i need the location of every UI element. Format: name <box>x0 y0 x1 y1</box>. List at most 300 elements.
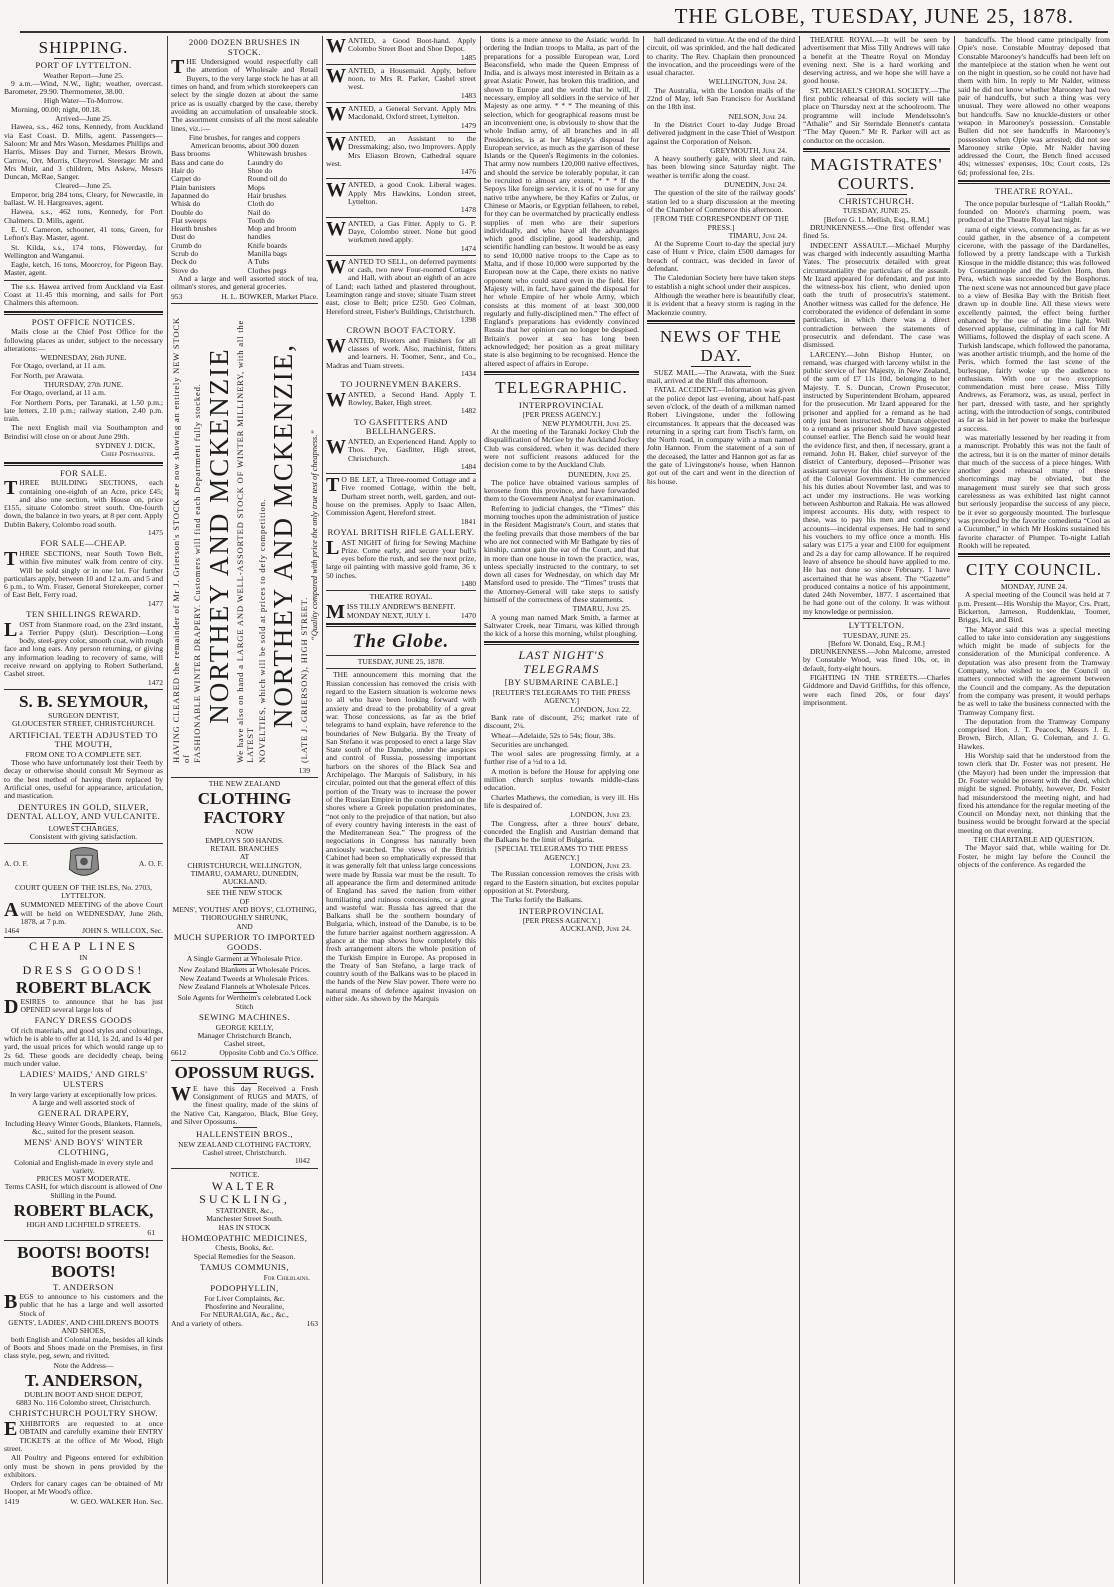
centered-line: New Zealand Tweeds at Wholesale Prices. <box>179 973 310 983</box>
centered-line: In very large variety at exceptionally low prices. <box>9 1089 158 1099</box>
signature-name: Opposite Cobb and Co.'s Office. <box>219 1048 318 1058</box>
subheading: T. ANDERSON <box>53 1281 114 1292</box>
centered-line: Special Remedies for the Season. <box>193 1251 296 1261</box>
vertical-ad-firm-name: NORTHEY AND MCKENZIE <box>203 347 234 724</box>
dateline: 1042 <box>294 1156 310 1166</box>
section-heading: SHIPPING. <box>4 38 163 59</box>
centered-line: DUBLIN BOOT AND SHOE DEPOT, <box>24 1389 143 1399</box>
article-paragraph: At the meeting of the Taranaki Jockey Club the disqualification of McGee by the Auckland Jockey Club was considered, when it was decided there were not sufficient reasons adduced for the decision come to by the Auckland Club. <box>484 427 639 470</box>
column-theatre-and-council <box>954 36 1114 870</box>
centered-line: MONDAY, JUNE 24. <box>1000 582 1068 592</box>
article-paragraph: Mails close at the Chief Post Office for the following places as under, subject to the necessary alterations:— <box>4 327 163 353</box>
article-paragraph: Morning, 00.00; night, 00.18. <box>11 104 101 114</box>
dateline: DUNEDIN, June 24. <box>723 180 787 190</box>
subheading: THEATRE ROYAL. <box>994 186 1074 197</box>
section-heading: TELEGRAPHIC. <box>484 378 639 399</box>
vertical-ad-line: We have also on hand a LARGE AND WELL-ASSORTED STOCK OF WINTER MILLINERY, with all the LATEST <box>235 319 256 763</box>
dateline: TIMARU, June 25. <box>572 604 631 614</box>
vertical-ad-firm-name: NORTHEY AND MCKENZIE, <box>267 342 298 728</box>
society-crest-icon <box>64 846 104 882</box>
list-item: Hearth brushes <box>171 224 217 234</box>
list-item: Clothes pegs <box>247 265 287 275</box>
signature-name: H. L. BOWKER, Market Place. <box>221 291 318 301</box>
list-item: Nail do <box>247 207 271 217</box>
centered-line: Weather Report—June 25. <box>43 70 124 80</box>
advertisement-text <box>326 217 476 253</box>
horizontal-rule <box>326 64 476 65</box>
list-item: Laundry do <box>247 157 283 167</box>
list-item: Whitewash brushes <box>247 149 307 159</box>
advert-number: 953 <box>171 291 183 301</box>
signature-name: W. GEO. WALKER Hon. Sec. <box>70 1496 163 1506</box>
column-news-of-the-day <box>643 36 799 487</box>
article-paragraph: Of rich materials, and good styles and colourings, which he is able to offer at 11d, 1s 2d, and 1s 4d per yard, the usual prices for which would range up to 2s 6d. These goods are decidedly cheap, being much under value. <box>4 1025 163 1069</box>
display-heading: CHEAP LINES <box>29 939 138 954</box>
centered-line: NOTICE. <box>229 1169 260 1179</box>
article-paragraph: All Poultry and Pigeons entered for exhibition only must be shown in pens provided by the exhibitors. <box>4 1453 163 1479</box>
horizontal-rule <box>4 311 163 315</box>
centered-line: IN <box>79 953 88 963</box>
subheading: PORT OF LYTTELTON. <box>35 60 132 70</box>
advert-number: 1477 <box>147 598 163 608</box>
article-paragraph: A young man named Mark Smith, a farmer at Saltwater Creek, near Timaru, was killed through the kick of a horse this morning, whilst ploughing. <box>484 612 639 639</box>
article-paragraph: The question of the site of the railway goods' station led to a sharp discussion at the meeting of the Chamber of Commerce this afternoon. <box>647 188 795 214</box>
subheading: GENERAL DRAPERY, <box>38 1108 129 1119</box>
advert-number: 1476 <box>460 167 476 177</box>
article-paragraph: Orders for canary cages can be obtained of Mr Hooper, at Mr Wood's office. <box>4 1479 163 1497</box>
signature-name: 163 <box>306 1319 318 1329</box>
list-item: Mops <box>247 182 265 192</box>
list-item: Tooth do <box>247 215 275 225</box>
centered-line: COURT QUEEN OF THE ISLES, No. 2703, LYTTELTON. <box>14 882 152 900</box>
centered-line: Fine brushes, for ranges and coppers <box>188 132 301 142</box>
list-item: Double do <box>171 207 203 217</box>
centered-line: Terms CASH, for which discount is allowed of One Shilling in the Pound. <box>4 1182 163 1200</box>
centered-line: AT <box>239 852 250 862</box>
subheading: 2000 DOZEN BRUSHES IN STOCK. <box>188 37 301 57</box>
article-paragraph: Hawea, s.s., 462 tons, Kennedy, from Auckland via East Coast. D. Mills, agent. Passengers—Saloon: Mr and Mrs Wason, Mesdames Phillips and Harris, Misses Day and Turner, Messrs Brown, Carrow, Orr, Morris, Cheyrowl. Steerage: Mr and Mrs Muir, and 3 children, Mrs Askew, Messrs Duncan, McRae, Sanger. <box>4 122 163 182</box>
article-paragraph: The Mayor said this was a special meeting called to take into consideration any suggestions which might be made of subjects for the consideration of the Municipal conference. A deputation was also present from the Tramway Company, who wished to see the Council on matters connected with the agreement between the Council and the company. As the deputation from the company was present, it would perhaps be as well to take the business connected with the Tramway Company first. <box>958 624 1110 717</box>
article-paragraph: both English and Colonial made, besides all kinds of Boots and Shoes made on the Premises, in first class style, peg, sewn, and rivitted. <box>4 1334 163 1361</box>
centered-line: LOWEST CHARGES, <box>48 823 119 833</box>
vertical-ad-line: FASHIONABLE WINTER DRAPERY. Customers will find each Department fully stocked. <box>192 383 203 763</box>
advertisement-body: ASUMMONED MEETING of the above Court will be held on WEDNESDAY, June 26th, 1878, at 7 p.m. <box>4 899 163 926</box>
subheading: INTERPROVINCIAL <box>518 905 605 916</box>
advertisement-text <box>326 435 476 471</box>
horizontal-rule <box>4 689 163 690</box>
centered-line: Sole Agents for Wertheim's celebrated Lock Stitch <box>177 993 312 1011</box>
centered-line: A Single Garment at Wholesale Price. <box>186 954 303 964</box>
header-rule <box>20 31 1108 33</box>
signature-line <box>4 1498 163 1506</box>
advertisement-body: EXHIBITORS are requested to at once OBTAIN and carefully examine their ENTRY TICKETS at the office of Mr Wood, High street. <box>4 1418 163 1453</box>
horizontal-rule <box>326 132 476 133</box>
centered-line: TUESDAY, JUNE 25, 1878. <box>357 657 445 667</box>
subheading: HALLENSTEIN BROS., <box>196 1129 293 1140</box>
centered-line: RETAIL BRANCHES <box>210 843 279 853</box>
dateline: For Chilblains. <box>263 1272 310 1282</box>
horizontal-rule <box>4 937 163 938</box>
dateline: WELLINGTON, June 24. <box>708 77 787 87</box>
article-paragraph: rama of eight views, commencing, as far as we could gather, in the absence of a competent cicerone, with the passage of the Dardanelles, followed by a pretty landscape with a Turkish Kiosque in the middle distance; this was followed by Constantinople and the Golden Horn, then Pera, which was succeeded by the Bosphorus. The next scene was not announced but gave place to a view of Besika Bay with the British fleet drawn up in double line. All these views were excellently painted, the effect being further enhanced by the use of the lime light. Well deserved applause, culminating in a call for Mr Williams, followed the display of each scene. A Turkish landscape, which followed the panorama, was another artistic triumph, and the home of the Peris, which formed the last scene of the burlesque, fairly woke up the audience to enthusiasm. With one or two exceptions commendation must here cease. Miss Tilly Andrews, as Feramorz, was, as usual, perfect in her part, dressed with taste, and her sprightly acting, with the introduction of songs, contributed as far as laid in her power to make the burlesque a success. <box>958 224 1110 433</box>
list-item: Crumb do <box>171 240 202 250</box>
newspaper-page-header: THE GLOBE, TUESDAY, JUNE 25, 1878. <box>674 4 1074 28</box>
centered-line: NEW ZEALAND CLOTHING FACTORY, <box>178 1139 311 1149</box>
vertical-ad-line: (LATE J. GRIERSON), HIGH STREET. <box>299 596 310 763</box>
vertical-ad-body <box>171 308 319 763</box>
advertisement-text <box>4 901 163 926</box>
centered-line: GENTS', LADIES', AND CHILDREN'S BOOTS AND SHOES, <box>8 1318 159 1336</box>
horizontal-rule <box>803 618 950 619</box>
centered-line: HIGH AND LICHFIELD STREETS. <box>26 1220 141 1229</box>
article-paragraph: The Turks fortify the Balkans. <box>491 895 583 905</box>
advert-number: 1485 <box>460 52 476 62</box>
advertisement-body: WE have this day Received a Fresh Consignment of RUGS and MATS, of the finest quality, made of the skins of the Native Cat, Kangaroo, Black, Blue Grey, and Silver Opossums. <box>171 1082 318 1126</box>
subheading: ARTIFICIAL TEETH ADJUSTED TO THE MOUTH, <box>9 729 158 750</box>
advert-number: 1474 <box>460 243 476 253</box>
subheading: FANCY DRESS GOODS <box>34 1015 133 1026</box>
article-paragraph: The s.s. Hawea arrived from Auckland via East Coast at 11.45 this morning, and sails for Port Chalmers this afternoon. <box>4 281 163 308</box>
centered-line: CHRISTCHURCH, WELLINGTON, TIMARU, OAMARU, DUNEDIN, AUCKLAND. <box>187 860 302 887</box>
subheading: SEWING MACHINES. <box>199 1011 290 1022</box>
advertisement-body: BEGS to announce to his customers and the public that he has a large and well assorted Stock of <box>4 1291 163 1318</box>
advertisement-body: THE Undersigned would respectfully call the attention of Wholesale and Retail Buyers, to the very large stock he has at all times on hand, and from which storekeepers can select by the single dozen at about the same price as is usually charged by the case, thereby avoiding an accumulation of unsaleable stock. The assortment consists of all the most saleable lines, viz.:— <box>171 56 318 133</box>
centered-line: Including Heavy Winter Goods, Blankets, Flannels, &c., suited for the present season. <box>5 1118 162 1137</box>
centered-line: [Before G. L. Mellish, Esq., R.M.] <box>823 214 930 224</box>
article-paragraph: At the Supreme Court to-day the special jury case of Hunt v Price, claim £500 damages for breach of contract, was decided in favor of defendant. <box>647 239 795 274</box>
column-wanted-and-leader <box>322 36 480 1004</box>
list-item: Scrub do <box>171 249 199 259</box>
advertisement-text <box>4 479 163 537</box>
centered-line: [PER PRESS AGENCY.] <box>522 916 601 926</box>
horizontal-rule <box>958 553 1110 557</box>
article-paragraph: For Otago, overland, at 11 a.m. <box>11 361 106 371</box>
centered-line: NOW <box>235 827 254 837</box>
advertisement-body: LOST from Stanmore road, on the 23rd instant, a Terrier Puppy (slut). Description—Long body, steel-grey color, smooth coat, with rough face and long ears. Any person returning, or giving any information leading to recovery of same, will receive reward on applying to Robert Sutherland, Cashel street. <box>4 618 163 679</box>
article-paragraph: And a large and well assorted stock of tea, oilman's stores, and general groceries. <box>171 273 318 292</box>
advertisement-text <box>171 58 318 133</box>
horizontal-rule <box>4 280 163 281</box>
display-heading: DRESS GOODS! <box>22 962 145 977</box>
centered-line: Note the Address— <box>53 1360 114 1370</box>
centered-line: Manchester Street South. <box>206 1214 283 1224</box>
article-paragraph: Charles Mathews, the comedian, is very ill. His life is despaired of. <box>484 792 639 810</box>
subheading: LADIES' MAIDS,' AND GIRLS' ULSTERS <box>19 1069 148 1089</box>
list-item: Shoe do <box>247 166 273 176</box>
signature-line <box>171 1320 318 1328</box>
article-paragraph: St. Kilda, s.s., 174 tons, Flowerday, for Wellington and Wanganui. <box>4 242 163 260</box>
article-paragraph: Those who have unfortunately lost their Teeth by decay or otherwise should consult Mr Seymour as to the best method of having them replaced by Artificial ones, useful for appearance, articulation, and mastication. <box>4 758 163 801</box>
advertisement-body: DESIRES to announce that he has just OPENED several large lots of <box>4 995 163 1018</box>
article-paragraph: The Congress, after a three hours' debate, conceded the English and Austrian demand that the Balkans be the limit of Bulgaria. <box>484 818 639 845</box>
centered-line: Phosferine and Neuraline, <box>204 1301 285 1311</box>
column-divider <box>480 36 481 1584</box>
advertisement-text <box>4 1293 163 1318</box>
list-item: Flat sweeps <box>171 215 207 225</box>
centered-line: OF <box>239 896 250 906</box>
list-item: Hair do <box>171 166 194 176</box>
dateline: NEW PLYMOUTH, June 25. <box>542 418 631 428</box>
dateline: NELSON, June 24. <box>728 111 787 121</box>
centered-line: High Water—To-Morrow. <box>43 96 124 106</box>
horizontal-rule <box>4 843 163 844</box>
dateline: 139 <box>298 765 310 775</box>
advertisement-body: WANTED, a Housemaid. Apply, before noon, to Mrs R. Parker, Cashel street west. <box>326 64 476 92</box>
column-divider <box>643 36 644 1584</box>
dateline: LONDON, June 23. <box>570 861 631 871</box>
subheading: ROYAL BRITISH RIFLE GALLERY. <box>327 526 475 537</box>
article-paragraph: DRUNKENNESS.—John Malcome, arrested by Constable Wood, was fined 10s, or, in default, forty-eight hours. <box>803 647 950 673</box>
article-paragraph: The Caledonian Society here have taken steps to establish a night school under their auspices. <box>647 273 795 291</box>
signature-line <box>4 927 163 935</box>
article-paragraph: FIGHTING IN THE STREETS.—Charles Giddmore and David Griffiths, for this offence, were each fined 20s, or four days' imprisonment. <box>803 673 950 707</box>
article-paragraph: For Otago, overland, at 11 a.m. <box>11 388 106 398</box>
advert-number: 1472 <box>147 677 163 687</box>
list-item: Dust do <box>171 232 195 242</box>
advertisement-text <box>326 476 476 526</box>
vertical-advertisement <box>171 308 318 763</box>
article-paragraph: 9 a.m.—Wind, N.W., light; weather, overcast. Barometer, 29.90. Thermometer, 38.00. <box>4 78 163 97</box>
vertical-ad-line: NOVELTIES, which will be sold at prices to defy competition. <box>256 498 267 763</box>
article-paragraph: FATAL ACCIDENT.—Information was given at the police depot last evening, about half-past seven o'clock, of the death of a milkman named Robert Livingstone, under the following circumstances. It appears that the deceased was returning in a spring cart from Tisch's farm, on the North road, in company with a man named John Hannon. From the statement of a son of the deceased, the latter and Hannon got as far as the gate of Livingstone's house, when Hannon got out of the cart and went in the direction of his house. <box>647 385 795 486</box>
centered-line: Cashel street, Christchurch. <box>202 1148 287 1158</box>
column-magistrates-courts <box>799 36 954 708</box>
subheading: TO JOURNEYMEN BAKERS. <box>340 379 462 390</box>
signature-line <box>347 612 476 620</box>
centered-line: TUESDAY, JUNE 25. <box>842 206 911 216</box>
subheading: FOR SALE. <box>59 467 108 478</box>
advertisement-text <box>326 536 476 589</box>
centered-line: Consistent with giving satisfaction. <box>29 832 138 842</box>
subheading: MUCH SUPERIOR TO IMPORTED GOODS. <box>173 931 316 952</box>
advertisement-text <box>4 995 163 1018</box>
item-list-column <box>171 150 242 274</box>
centered-line: THE NEW ZEALAND <box>208 779 281 789</box>
horizontal-rule <box>326 102 476 103</box>
article-paragraph: THE announcement this morning that the Russian concession has removed the crisis with regard to the Eastern situation is welcome news to all who have been looking forward with anxiety and dread to the probability of a great war. Those concessions, as far as the brief telegrams to hand explain, have reference to the boundaries of New Bulgaria. By the Treaty of San Stefano it was proposed to erect a large Slav State south of the Danube, under the auspices and control of Russia, possessing important harbors on the shores of the Black Sea and Archipelago. The Marquis of Salisbury, in his circular, pointed out that the general effect of this portion of the Treaty was to increase the power of the Russian Empire in the countries and on the shores where a Greek population predominates, “not only to the prejudice of that nation, but also of every country having interests in the east of the Mediterranean Sea.” The progress of the negociations in Congress has naturally been anxiously watched. The views of the British Cabinet had been so emphatically expressed that it was generally felt that unless large concessions were made by Russia war must be the result. To all appearance the firm and determined attitude of England has saved the nation from either humiliating and ruinous concessions, or a great and wasteful war. Russia has agreed that the Balkans shall be the southern boundary of Bulgaria, which, instead of the Danube, is to be the future barrier against northern aggression. A glance at the map shows how completely this fresh arrangement alters the whole position of the Turkish Empire in Europe. As proposed in the Treaty of San Stefano, a large track of country south of the Balkans was to be placed in the hands of the New Slav power. There were no natural means of defence against invasion on either side. As shown by the Marquis <box>326 670 476 1004</box>
article-paragraph: Bank rate of discount, 2½; market rate of discount, 2¼. <box>484 712 639 731</box>
subheading: TAMUS COMMUNIS, <box>200 1262 289 1273</box>
advertisement-body: LAST NIGHT of firing for Sewing Machine Prize. Come early, and secure your bull's eyes before the rush, and see the next prize, large oil painting with massive gold frame, 36 x 50 inches. <box>326 536 476 580</box>
advertisement-text <box>326 64 476 100</box>
centered-line: EMPLOYS 500 HANDS. <box>205 835 284 845</box>
subheading: CHRISTCHURCH POULTRY SHOW. <box>9 1408 158 1419</box>
advert-number: 1482 <box>460 406 476 416</box>
section-heading: NEWS OF THE DAY. <box>647 327 795 367</box>
column-divider <box>167 36 168 1584</box>
horizontal-rule <box>4 462 163 466</box>
article-paragraph: The Mayor said that, while waiting for Dr. Foster, he might lay before the Council the objects of the conference. As regarded the <box>958 843 1110 869</box>
article-paragraph: Wheat—Adelaide, 52s to 54s; flour, 38s. <box>491 730 616 740</box>
list-item: Hair brushes <box>247 190 287 200</box>
column-telegraphic <box>480 36 643 934</box>
centered-line: WEDNESDAY, 26th JUNE. <box>40 353 127 363</box>
horizontal-rule <box>958 180 1110 184</box>
list-item: Carpet do <box>171 174 201 184</box>
subheading: TO GASFITTERS AND BELLHANGERS. <box>354 416 448 437</box>
article-paragraph: INDECENT ASSAULT.—Michael Murphy was charged with indecently assaulting Martha Yates. The prosecutrix detailed with great circumstantiality the particulars of the assault. Mr Izard appeared for defendant, and put into the witness-box his client, who denied upon oath the truth of prosecutrix's statement. Another witness was called for the defence. He corroborated the evidence of defendant in some particulars, in which there was a direct contradiction between the statements of prosecutrix and defendant. The case was dismissed. <box>803 240 950 350</box>
advertisement-text <box>326 37 476 62</box>
centered-line: AND <box>236 921 253 931</box>
subheading: CHRISTCHURCH. <box>838 195 915 206</box>
dateline: LONDON, June 23. <box>570 810 631 820</box>
centered-line: American brooms, about 300 dozen <box>190 141 299 151</box>
advertisement-body: WANTED, a Gas Fitter. Apply to G. P. Daye, Colombo street. None but good workmen need apply. <box>326 217 476 245</box>
centered-line: For Liver Complaints, &c. <box>204 1293 285 1303</box>
article-paragraph: The once popular burlesque of “Lallah Rookh,” founded on Moore's charming poem, was produced at the Theatre Royal last night. <box>958 198 1110 225</box>
display-heading: WALTER SUCKLING, <box>199 1178 290 1206</box>
subheading: FOR SALE—CHEAP. <box>40 538 127 549</box>
subheading: PODOPHYLLIN, <box>210 1282 279 1293</box>
dateline: SYDNEY J. DICK, <box>95 441 155 451</box>
centered-line: [PER PRESS AGENCY.] <box>522 410 601 420</box>
centered-line: [SPECIAL TELEGRAMS TO THE PRESS AGENCY.] <box>495 844 628 862</box>
article-paragraph: was materially lessened by her reading it from a manuscript. Probably this was not the fault of the actress, but it is on the matter of minor details that much of the success of a piece hinges. With another good rehearsal many of these shortcomings may be obviated, but the management must surely see that such gross carelessness as was exhibited last night cannot but seriously jeopardise the success of any piece, be it ever so gorgeously mounted. The burlesque was preceded by the favorite comedietta “Cool as a Cucumber,” in which Mr Hoskins sustained his favorite character of Plumper. To-night Lallah Rookh will be repeated. <box>958 432 1110 550</box>
article-paragraph: Emperor, brig 284 tons, Cleary, for Newcastle, in ballast. W. H. Hargreaves, agent. <box>4 189 163 208</box>
signature-line <box>171 1049 318 1057</box>
list-item: A Tubs <box>247 257 270 267</box>
list-item: Bass and cane do <box>171 157 224 167</box>
subheading: HOMŒOPATHIC MEDICINES, <box>181 1232 308 1243</box>
advertisement-body: WANTED, an Assistant to the Dressmaking; also, two Improvers. Apply Mrs Eliason Brown, Cathedral square west. <box>326 132 476 168</box>
list-item: Cloth do <box>247 199 274 209</box>
signature-name: 1470 <box>460 610 476 620</box>
article-paragraph: Securities are unchanged. <box>491 739 569 749</box>
article-paragraph: The wool sales are progressing firmly, at a further rise of a ½d to a 1d. <box>484 749 639 767</box>
advertisement-body: WANTED, a Second Hand. Apply T. Rowley, Baker, High street. <box>326 388 476 411</box>
column-divider <box>954 36 955 1584</box>
advertisement-text <box>326 105 476 130</box>
society-initials: A. O. F. <box>138 859 163 869</box>
advertisement-body: WANTED TO SELL, on deferred payments or cash, two new Four-roomed Cottages and Hall, with about an eighth of an acre of Land; each lathed and plastered throughout, Leamington range and stove; situate Tuam street east, close to Belt; price £250. Geo Colman, Hereford street, Fisher's Buildings, Christchurch. <box>326 255 476 316</box>
article-paragraph: Although the weather here is beautifully clear, it is evident that a heavy storm is raging in the Mackenzie country. <box>647 290 795 317</box>
advert-number: 1464 <box>4 926 20 936</box>
advertisement-text <box>326 334 476 378</box>
column-divider <box>322 36 323 1584</box>
horizontal-rule <box>171 777 318 778</box>
signature-line <box>171 293 318 301</box>
centered-line: [REUTER'S TELEGRAMS TO THE PRESS AGENCY.] <box>492 688 631 706</box>
advertiser-name: OPOSSUM RUGS. <box>174 1062 315 1082</box>
advertisement-text <box>326 255 476 324</box>
advert-number: 6612 <box>171 1048 187 1058</box>
dateline: 61 <box>147 1228 155 1238</box>
centered-line: TUESDAY, JUNE 25. <box>842 630 911 640</box>
article-paragraph: The deputation from the Tramway Company comprised Hon. J. T. Peacock, Messrs J. E. Brown, Birch, Allan, G. Coleman, and J. G. Hawkes. <box>958 716 1110 751</box>
item-list-column <box>248 150 319 274</box>
list-item: Manilla bags <box>247 249 287 259</box>
horizontal-rule <box>326 623 476 627</box>
advertisement-body: TO BE LET, a Three-roomed Cottage and a Five roomed Cottage, within the belt, Durham street north, well, garden, and out-house on the premises. Apply to Isaac Allen, Commission Agent, Hereford street. <box>326 474 476 518</box>
italic-section-heading: LAST NIGHT'S TELEGRAMS <box>518 648 605 677</box>
advertiser-name: ROBERT BLACK, <box>13 1201 154 1220</box>
article-paragraph: Referring to judicial changes, the “Times” this morning touches upon the administration of justice in the Resident Magistrate's Court, and states that the feeling prevails that those members of the bar who are not connected with Mr Bathgate by ties of kinship, cannot gain the ear of the Court, and that in more than one house in town the practice, was, unless specially instructed to the contrary, to set down all cases for Wednesday, on which day Mr Mansford used to preside. The “Times” trusts that the Attorney-General will take steps to satisfy himself of the correctness of these statements. <box>484 503 639 604</box>
advertisement-text <box>326 132 476 177</box>
advertisement-text <box>326 388 476 416</box>
horizontal-rule <box>326 590 476 591</box>
signature-name: JOHN S. WILLCOX, Sec. <box>82 926 163 936</box>
article-paragraph: A motion is before the House for applying one million church surplus towards middle-class education. <box>484 766 639 793</box>
centered-line: Colonial and English-made in every style and variety. <box>14 1157 153 1175</box>
advert-number: 1479 <box>460 120 476 130</box>
article-paragraph: The next English mail via Southampton and Brindisi will close on or about June 29th. <box>4 423 163 441</box>
advert-number: 1484 <box>460 461 476 471</box>
article-paragraph: E. U. Cameron, schooner, 41 tons, Green, for Lefton's Bay. Master, agent. <box>4 224 163 243</box>
advertisement-text <box>4 618 163 687</box>
centered-line: Arrived—June 25. <box>55 114 112 124</box>
subheading: CROWN BOOT FACTORY. <box>346 325 456 336</box>
society-emblem-row <box>4 846 163 882</box>
article-paragraph: Hawea, s.s., 462 tons, Kennedy, for Port Chalmers. D. Mills, agent. <box>4 207 163 225</box>
centered-line: GEORGE KELLY, <box>215 1022 274 1032</box>
advertisement-body: MISS TILLY ANDREW'S BENEFIT. <box>326 600 456 623</box>
horizontal-rule <box>484 641 639 645</box>
subheading: [BY SUBMARINE CABLE.] <box>504 677 619 688</box>
horizontal-rule <box>326 473 476 474</box>
article-paragraph: The Australia, with the London mails of the 22nd of May, left San Francisco for Auckland on the 18th inst. <box>647 85 795 112</box>
centered-line: HAS IN STOCK <box>218 1222 271 1232</box>
advertisement-text <box>171 1082 318 1126</box>
dateline: LONDON, June 22. <box>570 704 631 714</box>
centered-line: Cleared—June 25. <box>55 181 112 191</box>
article-paragraph: The Russian concession removes the crisis with regard to the Eastern situation, but excites popular opposition at St. Petersburg. <box>484 869 639 895</box>
dateline: GREYMOUTH, June 24. <box>710 145 787 155</box>
advert-number: MONDAY NEXT, JULY 1. <box>346 610 431 620</box>
item-list <box>171 150 318 274</box>
advertisement-body: WANTED, a General Servant. Apply Mrs Macdonald, Oxford street, Lyttelton. <box>326 103 476 126</box>
article-paragraph: SUEZ MAIL.—The Arawata, with the Suez mail, arrived at the Bluff this afternoon. <box>647 367 795 386</box>
list-item: Bass brooms <box>171 149 211 159</box>
centered-line: FROM ONE TO A COMPLETE SET. <box>25 749 142 759</box>
subheading: INTERPROVINCIAL <box>518 399 605 410</box>
centered-line: THOROUGHLY SHRUNK, <box>201 913 288 923</box>
centered-line: [FROM THE CORRESPONDENT OF THE PRESS.] <box>653 214 789 232</box>
article-paragraph: A heavy southerly gale, with sleet and rain, has been blowing since Saturday night. The weather is terrific along the coast. <box>647 154 795 180</box>
column-shipping-and-advertisements <box>0 36 167 1507</box>
article-paragraph: LARCENY.—John Bishop Hunter, on remand, was charged with larceny whilst in the public service of her Majesty, in New Zealand, of the sum of £7 11s 10d, belonging to her Majesty. T. S. Duncan, Crown Prosecutor, instructed by Superintendent Broham, appeared for the prosecution. Mr Izard appeared for the prisoner and applied for a remand as he had only just been instructed. Mr Duncan objected to a remand as prisoner should have suggested counsel earlier. The Bench said he would hear the evidence first, and then, if necessary, grant a remand. John H. Baker, chief surveyor of the district of Canterbury, deposed—Prisoner was assistant surveyor for this district in the service of the Colonial Government. He commenced his his duties about November last, and was to act under my instructions. He was working between Ashburton and Rakaia. He was allowed imprest accounts. His duty, with respect to these, was to pay his men and contingency accounts—incidental expenses. He had to send his vouchers to my office once a month. His salary was £175 a year and £100 for equipment and 2s a day for camp allowance. If he required leave of absence he should have applied to me. He has not done so since February. I have ascertained that he was absent. The “Gazette” produced contains a notice of his appointment, dated 24th November, 1877. I ascertained that he had gone out of the colony. It was without my knowledge or permission. <box>803 349 950 616</box>
article-paragraph: hall dedicated to virtue. At the end of the third circuit, oil was sprinkled, and the hall dedicated to charity. The Rev. Chaplain then pronounced the invocation, and the proceedings were of the usual character. <box>647 35 795 78</box>
advertisement-body: WANTED, Riveters and Finishers for all classes of work. Also, machinist, fitters and learners. H. Toomer, Senr., and Co., Madras and Tuam streets. <box>326 334 476 370</box>
dateline: AUCKLAND, June 24. <box>559 924 631 934</box>
article-paragraph: For Northern Ports, per Taranaki, at 1.50 p.m.; late letters, 2.10 p.m.; railway station, 2.40 p.m. train. <box>4 397 163 424</box>
advert-number: 1434 <box>460 368 476 378</box>
horizontal-rule <box>171 1168 318 1169</box>
advert-number: 1480 <box>460 579 476 588</box>
list-item: Knife boards <box>247 240 287 250</box>
horizontal-rule <box>171 303 318 304</box>
horizontal-rule <box>647 320 795 324</box>
subheading: LYTTELTON. <box>848 620 905 630</box>
article-paragraph: tions is a mere annexe to the Asiatic world. In ordering the Indian troops to Malta, as part of the preparations for a possible European war, Lord Beaconsfield, who made the Queen Empress of India, and is always most interested in Britain as a great Asiatic Power, has broken this tradition, and shown to Europe and the world that he will, if necessary, employ all soldiers in the service of her Majesty as one army. * * * The meaning of this selection, which for geographical reasons must be an inconvenient one, is obviously to show that the whole Indian army, of all branches and in all Presidencies, is at her Majesty's disposal for European service, as much as the garrison of these Islands or the Queen's Regiments in the colonies. That army now numbers 120,000 native effectives, and should the service be tolerably popular, it can be recruited to almost any extent. * * * If the Sepoys like foreign service, it is of no use for any native tribe anywhere, be they Kafirs or Zulus, or Chinese or Maoris, or Egyptian fellaheen, to rebel, for they can be overmatched by practically endless supplies of men who are their superiors individually, and who have all the advantages which good discipline, good leadership, and scientific handling can bestow. It would be as easy to send 10,000 native troops to the Cape as to Malta, and if those 10,000 were supported by the European now at the Cape, there exists no native opponent who could stand even in the field. Her Majesty will, in fact, have gained the disposal for her whole Empire of her whole Army, which consists at this moment of at least 300,000 regularly and fully-disciplined men.” The effect of England's preparations has evidently convinced Russia that her opinion can no longer be despised. Britain's power at sea has long been acknowledged; her position as a great military state is also beginning to be recognised. Hence the altered aspect of affairs in Europe. <box>484 35 639 368</box>
article-paragraph: DRUNKENNESS.—One first offender was fined 5s. <box>803 223 950 241</box>
centered-line: For NEURALGIA, &c., &c., <box>200 1310 289 1320</box>
advertiser-name: S. B. SEYMOUR, <box>19 691 148 711</box>
column-divider <box>799 36 800 1584</box>
horizontal-rule <box>326 668 476 669</box>
article-paragraph: For North, per Arawata. <box>11 370 84 380</box>
horizontal-rule <box>171 1060 318 1061</box>
list-item: Plain banisters <box>171 182 216 192</box>
advert-number: 1841 <box>460 516 476 526</box>
advertisement-body: WANTED, a Good Boot-hand. Apply Colombo Street Boot and Shoe Depot. <box>326 35 476 57</box>
centered-line: Cashel street, <box>224 1039 265 1049</box>
advert-number: 1478 <box>460 205 476 215</box>
horizontal-rule <box>4 1240 163 1241</box>
centered-line: GLOUCESTER STREET, CHRISTCHURCH. <box>12 719 155 729</box>
centered-line: THEATRE ROYAL. <box>369 592 433 602</box>
section-heading: MAGISTRATES' COURTS. <box>803 155 950 195</box>
advertiser-name: ROBERT BLACK <box>15 977 152 997</box>
